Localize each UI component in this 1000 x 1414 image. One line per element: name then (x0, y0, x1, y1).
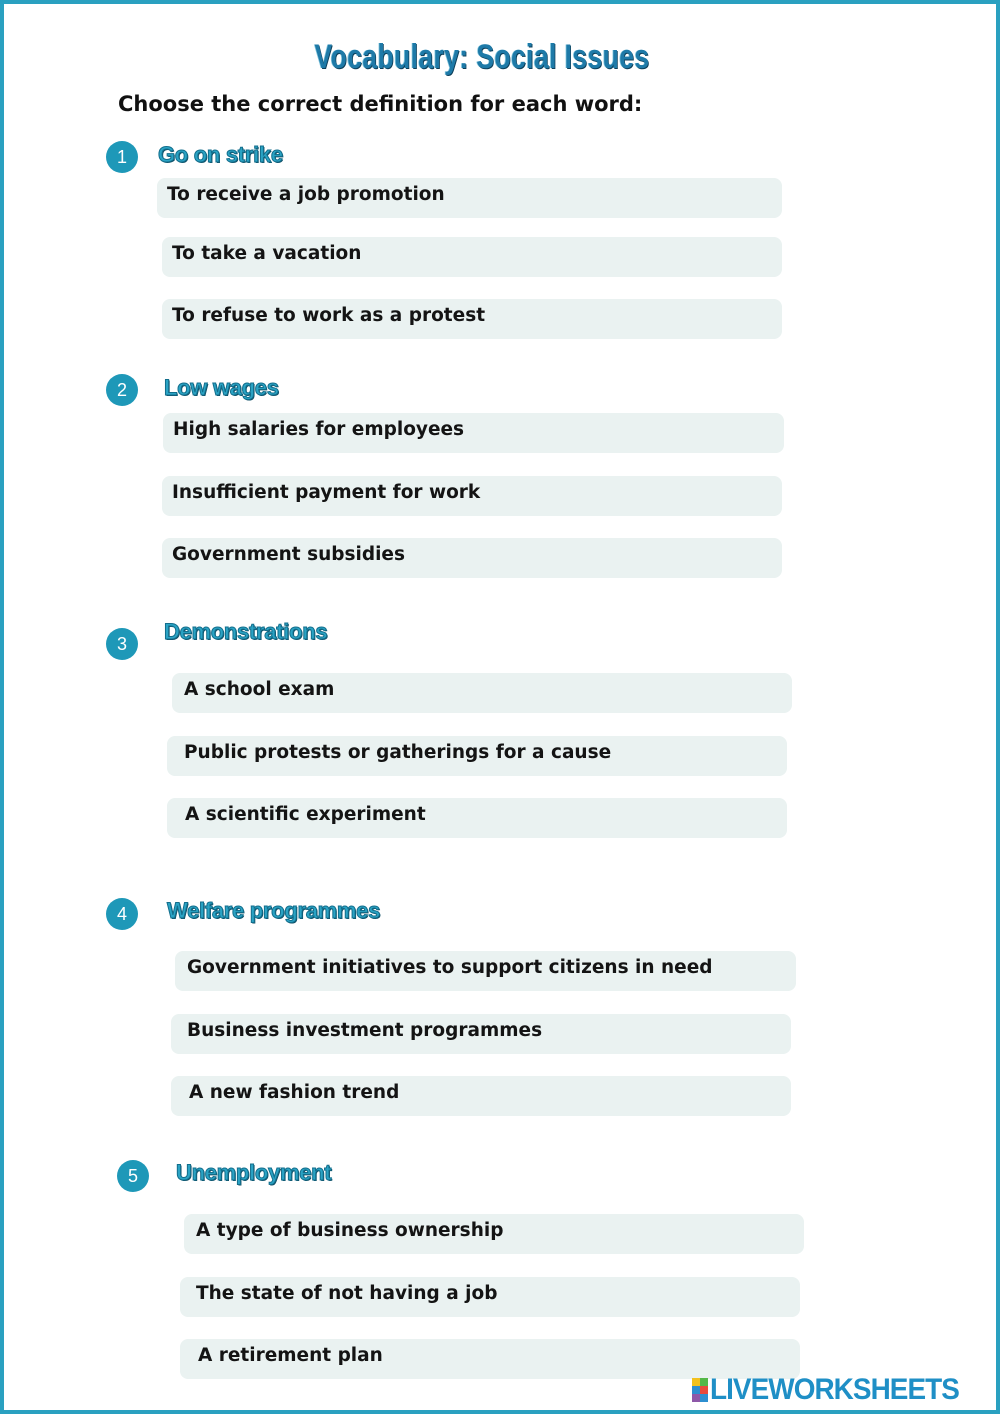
question-number-4: 4 (106, 898, 138, 930)
question-number-5: 5 (117, 1160, 149, 1192)
question-term-3: Demonstrations (164, 619, 328, 644)
page-title: Vocabulary: Social Issues (314, 38, 650, 76)
instructions: Choose the correct definition for each word: (118, 92, 643, 116)
question-term-5: Unemployment (176, 1160, 332, 1185)
option-3-b[interactable]: Public protests or gatherings for a cause (167, 736, 787, 776)
liveworksheets-logo-text: LIVEWORKSHEETS (710, 1373, 959, 1406)
question-number-2: 2 (106, 374, 138, 406)
liveworksheets-logo-icon (692, 1378, 708, 1402)
option-3-a[interactable]: A school exam (172, 673, 792, 713)
liveworksheets-logo (692, 1374, 978, 1406)
option-5-b[interactable]: The state of not having a job (180, 1277, 800, 1317)
question-number-1: 1 (106, 141, 138, 173)
option-1-a[interactable]: To receive a job promotion (157, 178, 782, 218)
option-5-c[interactable]: A retirement plan (180, 1339, 800, 1379)
question-number-3: 3 (106, 628, 138, 660)
question-term-1: Go on strike (158, 142, 283, 167)
question-term-2: Low wages (164, 375, 279, 400)
option-1-c[interactable]: To refuse to work as a protest (162, 299, 782, 339)
option-5-a[interactable]: A type of business ownership (184, 1214, 804, 1254)
option-3-c[interactable]: A scientific experiment (167, 798, 787, 838)
question-term-4: Welfare programmes (167, 898, 381, 923)
option-4-b[interactable]: Business investment programmes (171, 1014, 791, 1054)
option-4-c[interactable]: A new fashion trend (171, 1076, 791, 1116)
option-2-a[interactable]: High salaries for employees (163, 413, 784, 453)
option-4-a[interactable]: Government initiatives to support citizens in need (175, 951, 796, 991)
option-1-b[interactable]: To take a vacation (162, 237, 782, 277)
option-2-b[interactable]: Insufficient payment for work (162, 476, 782, 516)
option-2-c[interactable]: Government subsidies (162, 538, 782, 578)
